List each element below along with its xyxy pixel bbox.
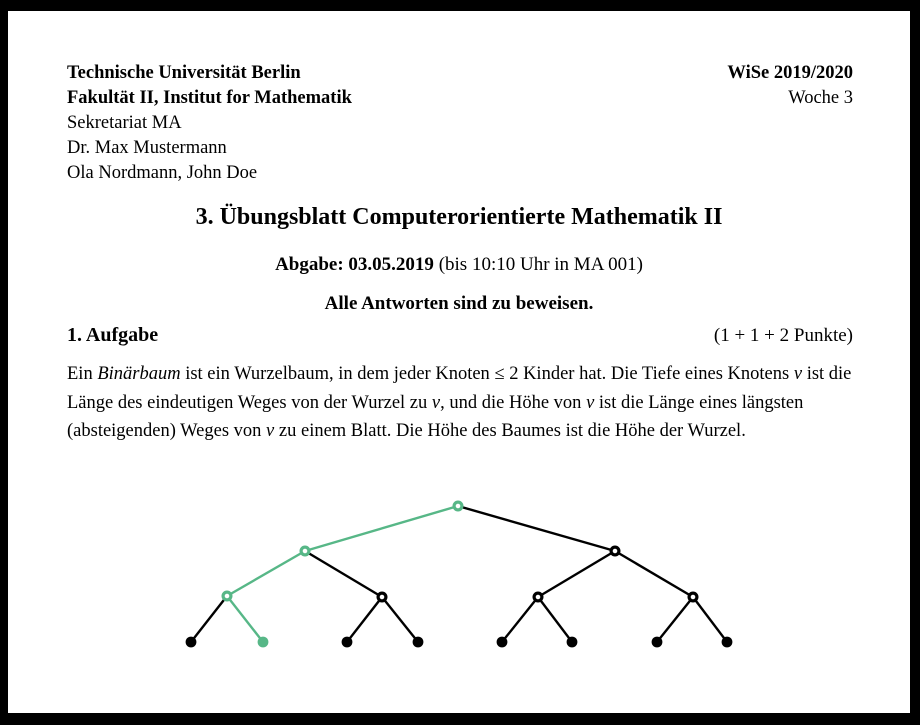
lecturer-name: Dr. Max Mustermann <box>67 138 227 158</box>
tree-edge-n21-l2 <box>347 597 382 642</box>
document-header <box>67 61 853 186</box>
tree-node-l7 <box>722 637 733 648</box>
paragraph-segment: , und die Höhe von <box>440 392 587 413</box>
paper-sheet <box>8 11 910 713</box>
tree-node-l5 <box>567 637 578 648</box>
tree-edge-n11-n22 <box>538 551 615 597</box>
tree-node-n23 <box>689 593 697 601</box>
tree-edge-n22-l5 <box>538 597 572 642</box>
math-variable-v: v <box>586 392 595 413</box>
tree-node-root <box>454 502 462 510</box>
binary-tree-figure <box>8 480 910 660</box>
paragraph-segment: Ein <box>67 364 98 384</box>
tree-node-n11 <box>611 547 619 555</box>
tree-node-n20 <box>223 592 231 600</box>
week-label: Woche 3 <box>788 88 853 108</box>
tree-edge-n10-n20 <box>227 551 305 596</box>
institution-name: Technische Universität Berlin <box>67 63 301 83</box>
header-semester-block <box>727 61 853 186</box>
submission-details: (bis 10:10 Uhr in MA 001) <box>433 254 643 275</box>
secretariat: Sekretariat MA <box>67 113 182 133</box>
paragraph-segment: zu einem Blatt. Die Höhe des Baumes ist die Höhe der Wurzel. <box>274 421 746 441</box>
tree-node-l6 <box>652 637 663 648</box>
sheet-title: 3. Übungsblatt Computerorientierte Mathematik II <box>195 204 723 230</box>
tree-node-l1 <box>258 637 269 648</box>
math-variable-v: v <box>793 364 803 384</box>
exercise-paragraph <box>67 360 855 446</box>
tree-edge-n21-l3 <box>382 597 418 642</box>
tree-edge-n10-n21 <box>305 551 382 597</box>
tree-node-l3 <box>413 637 424 648</box>
tree-edge-root-n10 <box>305 506 458 551</box>
paragraph-segment: ist die Länge des eindeutigen Weges von der Wurzel zu <box>67 364 852 413</box>
assistants-names: Ola Nordmann, John Doe <box>67 163 258 183</box>
tree-node-n21 <box>378 593 386 601</box>
tree-edge-n23-l6 <box>657 597 693 642</box>
tree-node-l4 <box>497 637 508 648</box>
tree-edge-n11-n23 <box>615 551 693 597</box>
tree-edge-n20-l1 <box>227 596 263 642</box>
tree-node-n22 <box>534 593 542 601</box>
tree-node-n10 <box>301 547 309 555</box>
exercise-header-row <box>67 324 853 347</box>
header-institution-block <box>67 61 352 186</box>
paragraph-segment: ist die Länge eines längsten (absteigenden) Weges von <box>67 392 804 441</box>
term-binärbaum: Binärbaum <box>97 364 181 384</box>
math-variable-v: v <box>431 392 441 413</box>
exercise-heading: 1. Aufgabe <box>67 324 159 346</box>
tree-node-l2 <box>342 637 353 648</box>
semester-label: WiSe 2019/2020 <box>727 63 853 83</box>
paragraph-segment: ist ein Wurzelbaum, in dem jeder Knoten ≤ 2 Kinder hat. Die Tiefe eines Knotens <box>180 364 794 384</box>
tree-edge-n20-l0 <box>191 596 227 642</box>
exercise-points: (1 + 1 + 2 Punkte) <box>713 325 853 346</box>
tree-edge-n23-l7 <box>693 597 727 642</box>
tree-edge-n22-l4 <box>502 597 538 642</box>
tree-edge-root-n11 <box>458 506 615 551</box>
faculty-name: Fakultät II, Institut for Mathematik <box>67 88 352 108</box>
tree-node-l0 <box>186 637 197 648</box>
submission-line <box>8 254 910 276</box>
proof-notice: Alle Antworten sind zu beweisen. <box>324 293 594 314</box>
math-variable-v: v <box>266 421 275 441</box>
submission-deadline: Abgabe: 03.05.2019 <box>275 254 434 275</box>
